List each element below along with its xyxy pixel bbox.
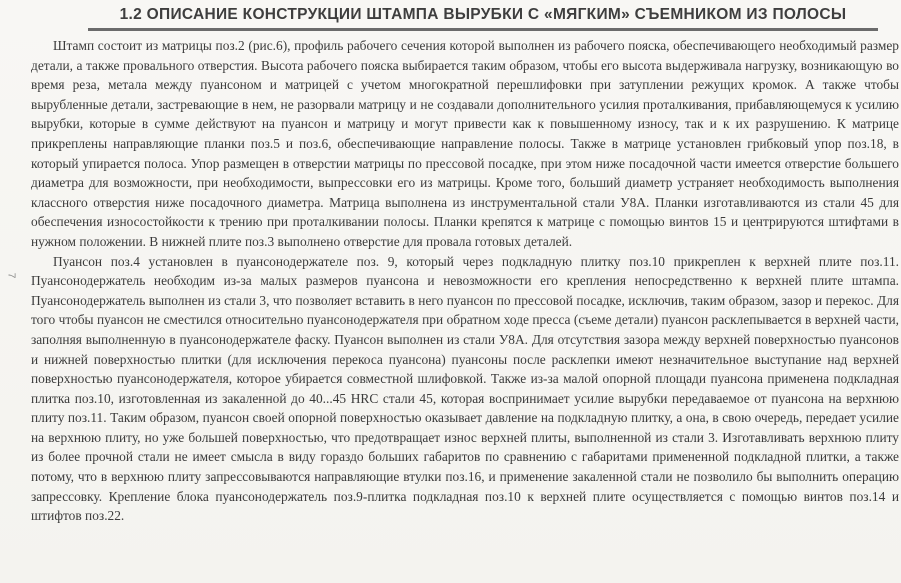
section-heading: 1.2 ОПИСАНИЕ КОНСТРУКЦИИ ШТАМПА ВЫРУБКИ С «МЯГКИМ» СЪЕМНИКОМ ИЗ ПОЛОСЫ (88, 2, 878, 31)
paragraph-punch: Пуансон поз.4 установлен в пуансонодержателе поз. 9, который через подкладную плитку поз.10 прикреплен к верхней плите поз.11. Пуансонодержатель необходим из-за малых размеров пуансона и невозможности его крепления непосредственно к верхней плите штампа. Пуансонодержатель выполнен из стали 3, что позволяет вставить в него пуансон по прессовой посадке, исключив, таким образом, зазор и перекос. Для того чтобы пуансон не сместился относительно пуансонодержателя при обратном ходе пресса (съеме детали) пуансон расклепывается в верхней части, заполняя выполненную в пуансонодержателе фаску. Пуансон выполнен из стали У8А. Для отсутствия зазора между верхней поверхностью пуансонов и нижней поверхностью плитки (для исключения перекоса пуансона) пуансоны после расклепки имеют незначительное выступание над верхней поверхностью пуансонодержателя, которое убирается совместной шлифовкой. Также из-за малой опорной площади пуансона применена подкладная плитка поз.10, изготовленная из закаленной до 40...45 HRC стали 45, которая воспринимает усилие вырубки передаваемое от пуансона на верхнюю плиту поз.11. Таким образом, пуансон своей опорной поверхностью оказывает давление на подкладную плитку, а она, в свою очередь, передает усилие на верхнюю плиту, но уже большей поверхностью, что предотвращает износ верхней плиты, выполненной из стали 3. Изготавливать верхнюю плиту из более прочной стали не имеет смысла в виду гораздо больших габаритов по сравнению с габаритами примененной подкладной плитки, а также потому, что в верхнюю плиту запрессовываются направляющие втулки поз.16, и применение закаленной стали не позволило бы выполнить операцию запрессовку. Крепление блока пуансонодержатель поз.9-плитка подкладная поз.10 к верхней плите осуществляется с помощью винтов поз.14 и штифтов поз.22. (31, 253, 899, 524)
paragraph-matrix: Штамп состоит из матрицы поз.2 (рис.6), профиль рабочего сечения которой выполнен из рабочего пояска, обеспечивающего необходимый размер детали, а также провального отверстия. Высота рабочего пояска выбирается таким образом, чтобы его высота выдерживала нагрузку, возникающую во время реза, метала между пуансоном и матрицей с учетом многократной перешлифовки при затуплении режущих кромок. А также чтобы вырубленные детали, застревающие в нем, не разорвали матрицу и не создавали дополнительного усилия проталкивания, прибавляющемуся к усилию вырубки, которые в сумме действуют на пуансон и матрицу и могут привести как к повышенному износу, так и к их разрушению. К матрице прикреплены направляющие планки поз.5 и поз.6, обеспечивающие направление полосы. Также в матрице установлен грибковый упор поз.18, в который упирается полоса. Упор размещен в отверстии матрицы по прессовой посадке, при этом ниже посадочной части имеется отверстие большего диаметра для возможности, при необходимости, выпрессовки его из матрицы. Кроме того, больший диаметр устраняет необходимость выполнения классного отверстия ниже посадочного диаметра. Матрица выполнена из инструментальной стали У8А. Планки изготавливаются из стали 45 для обеспечения износостойкости к трению при проталкивании полосы. Планки крепятся к матрице с помощью винтов 15 и центрируются штифтами в нужном положении. В нижней плите поз.3 выполнено отверстие для провала готовых деталей. (31, 38, 899, 249)
body-text (31, 36, 899, 526)
margin-page-mark: 7 (5, 272, 17, 279)
